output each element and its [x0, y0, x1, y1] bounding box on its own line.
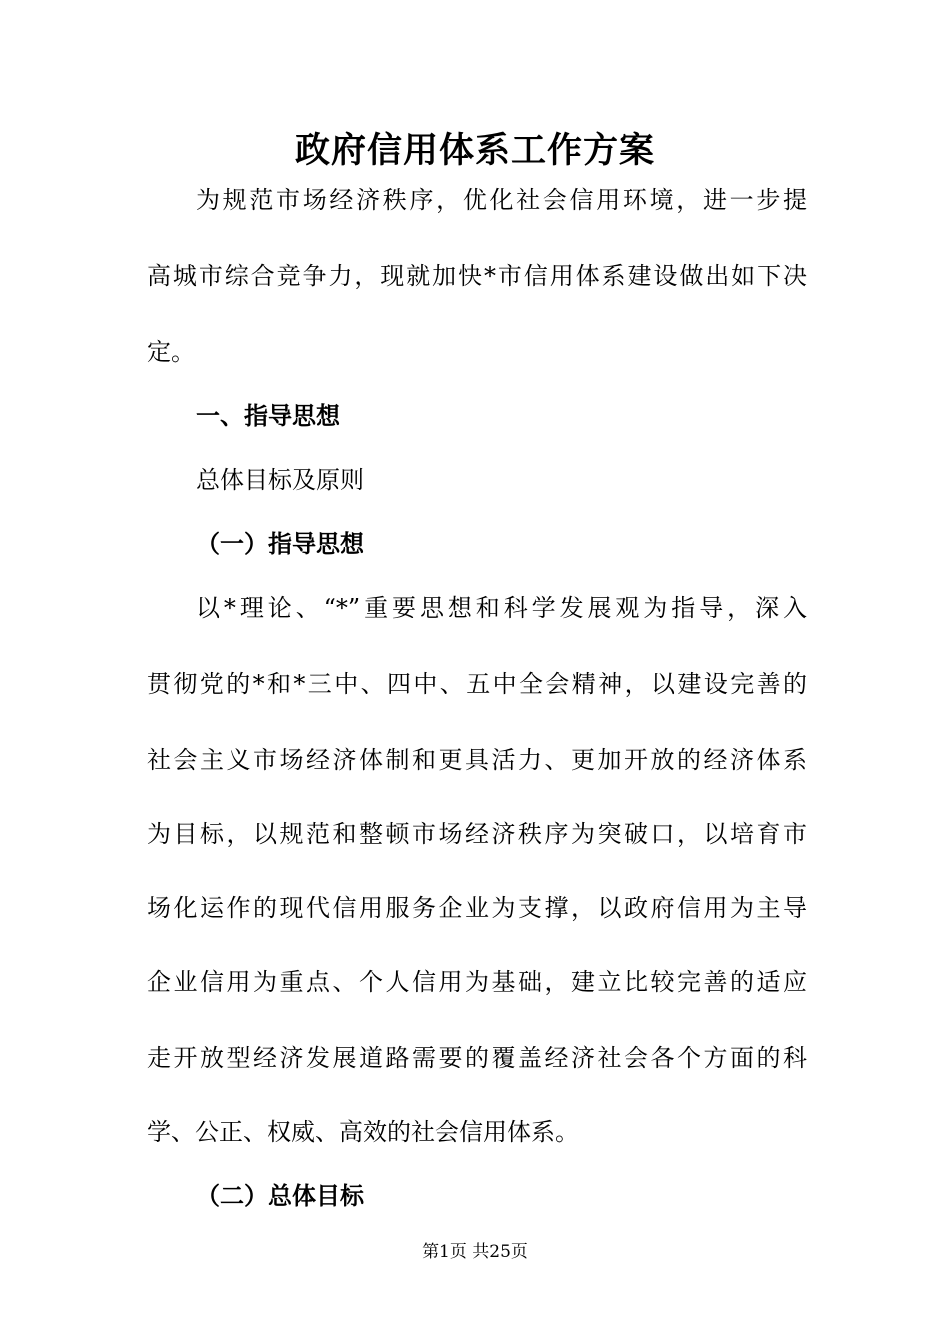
body-line-5: 场化运作的现代信用服务企业为支撑，以政府信用为主导 — [147, 894, 807, 922]
body-line-4: 为目标，以规范和整顿市场经济秩序为突破口，以培育市 — [147, 820, 807, 848]
intro-line-3: 定。 — [147, 338, 195, 366]
document-title: 政府信用体系工作方案 — [294, 130, 655, 171]
subsection-heading-1: （一）指导思想 — [196, 530, 364, 558]
body-line-6: 企业信用为重点、个人信用为基础，建立比较完善的适应 — [147, 968, 807, 996]
subsection-heading-2: （二）总体目标 — [196, 1182, 364, 1210]
intro-line-1: 为规范市场经济秩序，优化社会信用环境，进一步提 — [196, 186, 807, 214]
body-line-3: 社会主义市场经济体制和更具活力、更加开放的经济体系 — [147, 746, 807, 774]
body-line-2: 贯彻党的*和*三中、四中、五中全会精神，以建设完善的 — [147, 670, 807, 698]
intro-line-2: 高城市综合竞争力，现就加快*市信用体系建设做出如下决 — [147, 262, 807, 290]
body-line-8: 学、公正、权威、高效的社会信用体系。 — [147, 1118, 579, 1146]
section-subtitle: 总体目标及原则 — [196, 466, 364, 494]
section-heading-guiding-ideology: 一、指导思想 — [196, 402, 340, 430]
page-number-footer: 第1页 共25页 — [422, 1242, 528, 1262]
body-line-1: 以*理论、“*”重要思想和科学发展观为指导，深入 — [196, 594, 807, 622]
body-line-7: 走开放型经济发展道路需要的覆盖经济社会各个方面的科 — [147, 1044, 807, 1072]
